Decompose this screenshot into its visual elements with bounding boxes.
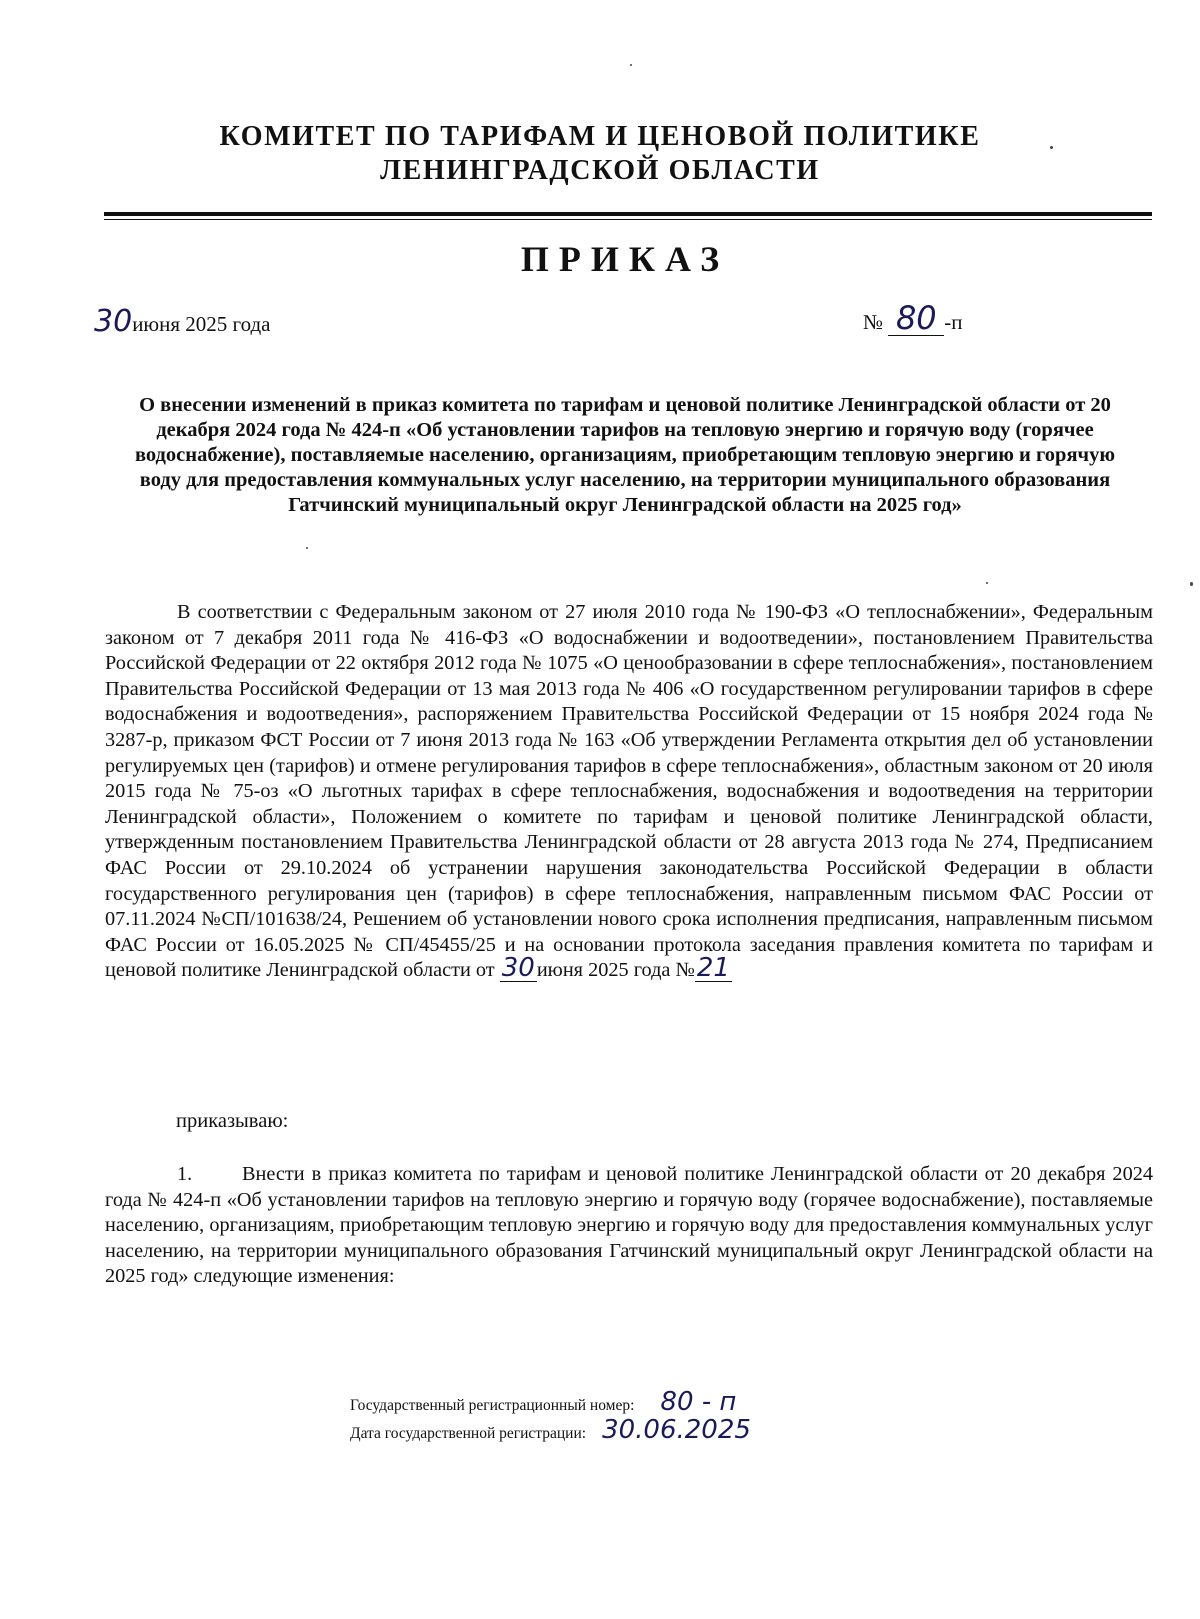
handwritten-protocol-day: 30 <box>501 953 535 984</box>
preamble-text: В соответствии с Федеральным законом от 27 июля 2010 года № 190-ФЗ «О теплоснабжении», Федеральным законом от 7 декабря 2011 года № 416-ФЗ «О водоснабжении и водоотведении», постановлением Правительства Российской Федерации от 22 октября 2012 года № 1075 «О ценообразовании в сфере теплоснабжения», постановлением Правительства Российской Федерации от 13 мая 2013 года № 406 «О государственном регулировании тарифов в сфере водоснабжения и водоотведения», распоряжением Правительства Российской Федерации от 15 ноября 2024 года № 3287-р, приказом ФСТ России от 7 июня 2013 года № 163 «Об утверждении Регламента открытия дел об установлении регулируемых цен (тарифов) и отмене регулирования тарифов в сфере теплоснабжения», областным законом от 20 июля 2015 года № 75-оз «О льготных тарифах в сфере теплоснабжения, водоснабжения и водоотведения на территории Ленинградской области», Положением о комитете по тарифам и ценовой политике Ленинградской области, утвержденным постановлением Правительства Ленинградской области от 28 августа 2013 года № 274, Предписанием ФАС России от 29.10.2024 об устранении нарушения законодательства Российской Федерации в области государственного регулирования цен (тарифов) в сфере теплоснабжения, направленным письмом ФАС России от 07.11.2024 №СП/101638/24, Решением об установлении нового срока исполнения предписания, направленным письмом ФАС России от 16.05.2025 № СП/45455/25 и на основании протокола заседания правления комитета по тарифам и ценовой политике Ленинградской области от <box>105 601 1153 982</box>
order-directive-word: приказываю: <box>176 1110 289 1132</box>
scan-speck <box>1050 146 1053 149</box>
order-date-rest: июня 2025 года <box>132 312 271 336</box>
header-divider-thick <box>104 212 1152 216</box>
organization-title-line2: ЛЕНИНГРАДСКОЙ ОБЛАСТИ <box>380 155 820 186</box>
order-item-text: Внести в приказ комитета по тарифам и ценовой политике Ленинградской области от 20 декабря 2024 года № 424-п «Об установлении тарифов на тепловую энергию и горячую воду (горячее водоснабжение), поставляемые населению, организациям, приобретающим тепловую энергию и горячую воду для предоставления коммунальных услуг населению, на территории муниципального образования Гатчинский муниципальный округ Ленинградской области на 2025 год» следующие изменения: <box>105 1163 1153 1288</box>
scan-speck <box>1190 582 1193 586</box>
organization-title <box>150 120 1050 188</box>
header-divider-thin <box>104 219 1152 220</box>
scan-speck <box>986 582 988 584</box>
organization-title-line1: КОМИТЕТ ПО ТАРИФАМ И ЦЕНОВОЙ ПОЛИТИКЕ <box>219 121 981 152</box>
document-type-heading: ПРИКАЗ <box>520 239 730 279</box>
handwritten-registration-number: 80 - п <box>660 1387 737 1417</box>
number-sign: № <box>863 310 884 334</box>
number-suffix: -п <box>944 310 963 334</box>
handwritten-registration-date: 30.06.2025 <box>602 1415 751 1445</box>
order-date <box>94 304 271 339</box>
handwritten-order-number: 80 <box>895 299 937 337</box>
handwritten-protocol-number: 21 <box>696 953 730 984</box>
order-item-number: 1. <box>177 1163 193 1185</box>
registration-number-row <box>350 1387 751 1418</box>
registration-date-row <box>350 1415 751 1446</box>
protocol-date-rest: июня 2025 года № <box>536 959 695 982</box>
registration-stamp <box>350 1387 751 1446</box>
registration-date-label: Дата государственной регистрации: <box>350 1425 587 1442</box>
scan-speck <box>630 64 632 66</box>
registration-number-label: Государственный регистрационный номер: <box>350 1397 635 1414</box>
order-item-1 <box>105 1162 1153 1290</box>
order-number <box>863 299 963 337</box>
scan-speck <box>306 547 308 549</box>
handwritten-day: 30 <box>94 304 133 339</box>
preamble-paragraph <box>105 600 1153 984</box>
order-subject: О внесении изменений в приказ комитета по тарифам и ценовой политике Ленинградской области от 20 декабря 2024 года № 424-п «Об установлении тарифов на тепловую энергию и горячую воду (горячее водоснабжение), поставляемые населению, организациям, приобретающим тепловую энергию и горячую воду для предоставления коммунальных услуг населению, на территории муниципального образования Гатчинский муниципальный округ Ленинградской области на 2025 год» <box>134 394 1116 516</box>
